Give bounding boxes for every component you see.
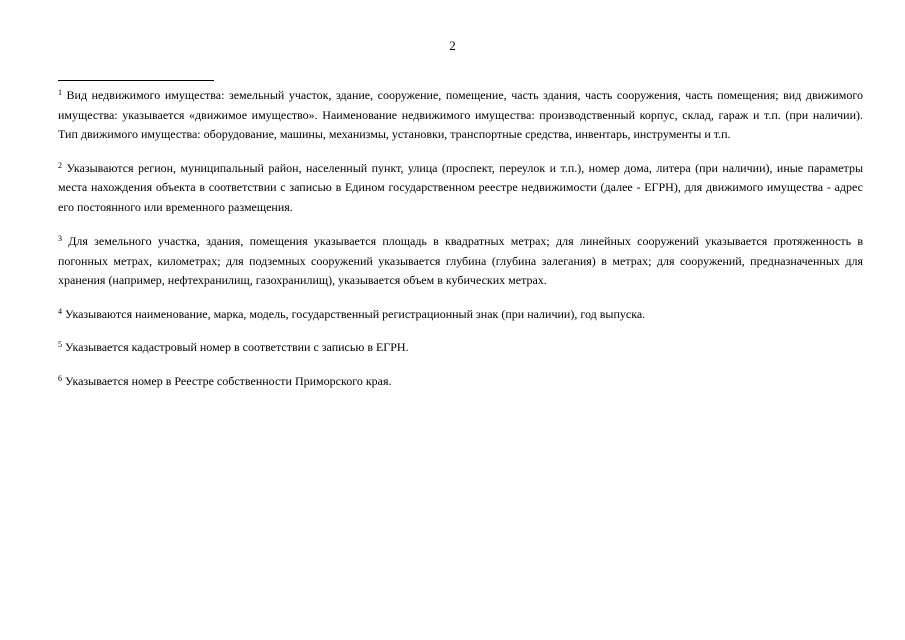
- footnote-3: [58, 232, 863, 291]
- footnote-5-mark: 5: [58, 340, 62, 349]
- footnote-2-text: Указываются регион, муниципальный район, населенный пункт, улица (проспект, переулок и т.п.), номер дома, литера (при наличии), иные параметры места нахождения объекта в соответствии с записью в Едином государственном реестре недвижимости (далее - ЕГРН), для движимого имущества - адрес его постоянного или временного размещения.: [58, 160, 864, 214]
- footnote-4-mark: 4: [58, 306, 62, 316]
- footnotes: [58, 86, 863, 391]
- footnote-4-text: Указываются наименование, марка, модель, государственный регистрационный знак (при наличии), год выпуска.: [65, 306, 646, 321]
- footnote-4: [58, 305, 863, 325]
- footnote-3-mark: 3: [58, 234, 62, 243]
- footnote-1-mark: 1: [58, 88, 62, 97]
- footnote-5: [58, 338, 863, 358]
- footnote-6: [58, 372, 863, 392]
- page-number: 2: [449, 38, 456, 53]
- footnote-5-text: Указывается кадастровый номер в соответствии с записью в ЕГРН.: [65, 340, 409, 354]
- footnote-2-mark: 2: [58, 160, 62, 170]
- footnote-6-mark: 6: [58, 373, 62, 383]
- footnote-2: [58, 159, 863, 218]
- footnote-1: [58, 86, 863, 145]
- footnote-1-text: Вид недвижимого имущества: земельный участок, здание, сооружение, помещение, часть здания, часть сооружения, часть помещения; вид движимого имущества: указывается «движимое имущество». Наименование недвижимого имущества: производственный корпус, склад, гараж и т.п. (при наличии). Тип движимого имущества: оборудование, машины, механизмы, установки, транспортные средства, инвентарь, инструменты и т.п.: [58, 88, 863, 141]
- footnote-3-text: Для земельного участка, здания, помещения указывается площадь в квадратных метрах; для линейных сооружений указывается протяженность в погонных метрах, километрах; для подземных сооружений указывается глубина (глубина залегания) в метрах; для сооружений, предназначенных для хранения (например, нефтехранилищ, газохранилищ), указывается объем в кубических метрах.: [58, 234, 863, 287]
- footnote-separator: [58, 80, 214, 81]
- footnote-6-text: Указывается номер в Реестре собственности Приморского края.: [65, 373, 392, 388]
